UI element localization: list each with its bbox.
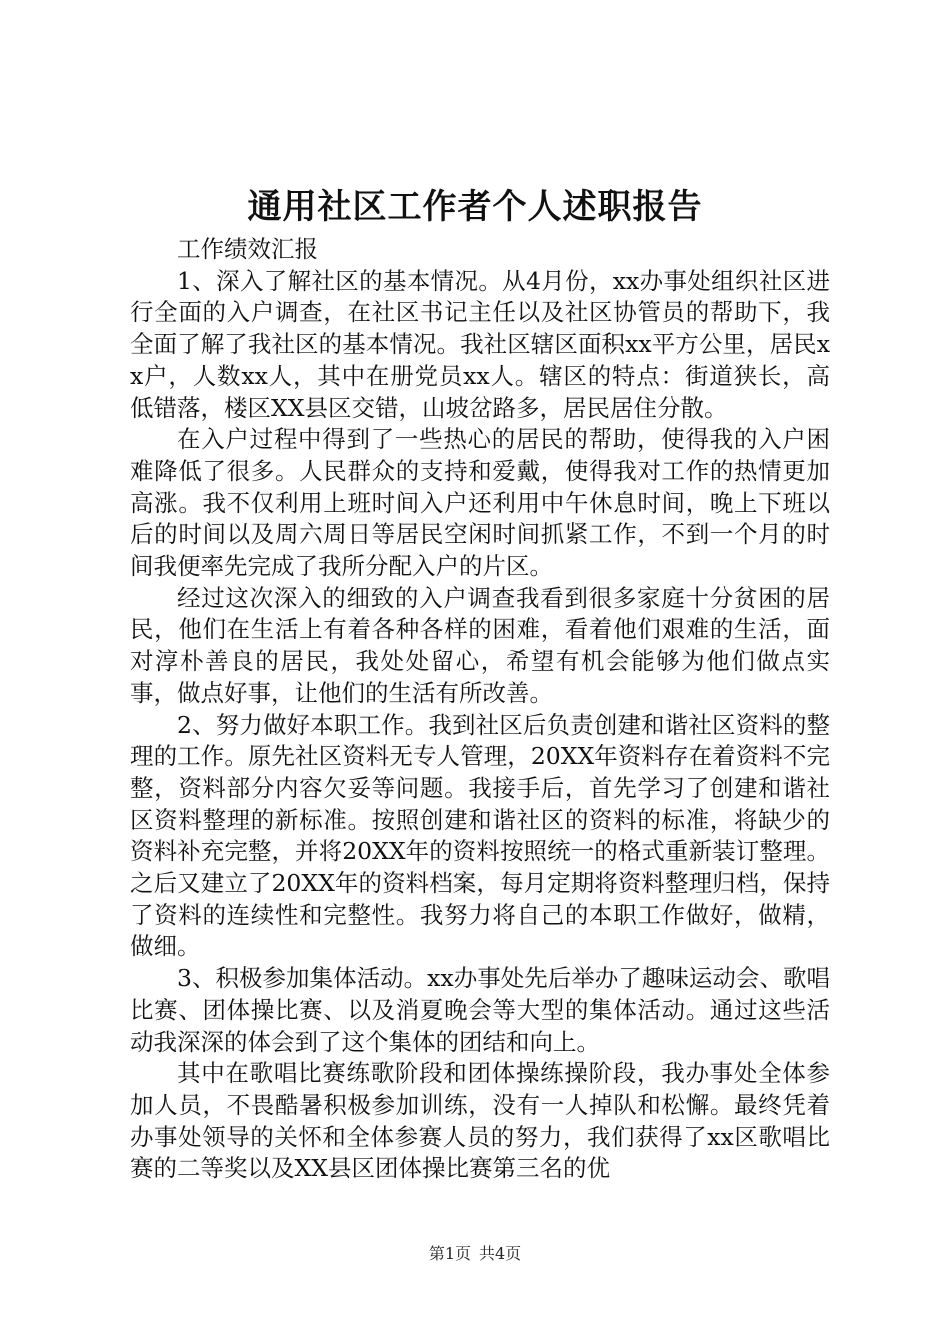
document-body bbox=[130, 234, 830, 1185]
paragraph-2: 在入户过程中得到了一些热心的居民的帮助，使得我的入户困难降低了很多。人民群众的支持和爱戴，使得我对工作的热情更加高涨。我不仅利用上班时间入户还利用中午休息时间，晚上下班以后的时间以及周六周日等居民空闲时间抓紧工作，不到一个月的时间我便率先完成了我所分配入户的片区。 bbox=[130, 425, 830, 581]
paragraph-5: 3、积极参加集体活动。xx办事处先后举办了趣味运动会、歌唱比赛、团体操比赛、以及消夏晚会等大型的集体活动。通过这些活动我深深的体会到了这个集体的团结和向上。 bbox=[130, 964, 830, 1056]
page-total: 共4页 bbox=[479, 1244, 522, 1263]
paragraph-4: 2、努力做好本职工作。我到社区后负责创建和谐社区资料的整理的工作。原先社区资料无专人管理，20XX年资料存在着资料不完整，资料部分内容欠妥等问题。我接手后，首先学习了创建和谐社区资料整理的新标准。按照创建和谐社区的资料的标准，将缺少的资料补充完整，并将20XX年的资料按照统一的格式重新装订整理。之后又建立了20XX年的资料档案，每月定期将资料整理归档，保持了资料的连续性和完整性。我努力将自己的本职工作做好，做精，做细。 bbox=[130, 710, 830, 961]
paragraph-1: 1、深入了解社区的基本情况。从4月份，xx办事处组织社区进行全面的入户调查，在社区书记主任以及社区协管员的帮助下，我全面了解了我社区的基本情况。我社区辖区面积xx平方公里，居民xx户，人数xx人，其中在册党员xx人。辖区的特点：街道狭长，高低错落，楼区XX县区交错，山坡岔路多，居民居住分散。 bbox=[130, 266, 830, 422]
section-heading: 工作绩效汇报 bbox=[177, 235, 318, 263]
page-number: 第1页 bbox=[428, 1244, 471, 1263]
page-title: 通用社区工作者个人述职报告 bbox=[247, 187, 703, 227]
paragraph-6: 其中在歌唱比赛练歌阶段和团体操练操阶段，我办事处全体参加人员，不畏酷暑积极参加训练，没有一人掉队和松懈。最终凭着办事处领导的关怀和全体参赛人员的努力，我们获得了xx区歌唱比赛的二等奖以及XX县区团体操比赛第三名的优 bbox=[130, 1059, 830, 1183]
page-footer bbox=[0, 1243, 950, 1265]
paragraph-3: 经过这次深入的细致的入户调查我看到很多家庭十分贫困的居民，他们在生活上有着各种各样的困难，看着他们艰难的生活，面对淳朴善良的居民，我处处留心，希望有机会能够为他们做点实事，做点好事，让他们的生活有所改善。 bbox=[130, 583, 830, 707]
